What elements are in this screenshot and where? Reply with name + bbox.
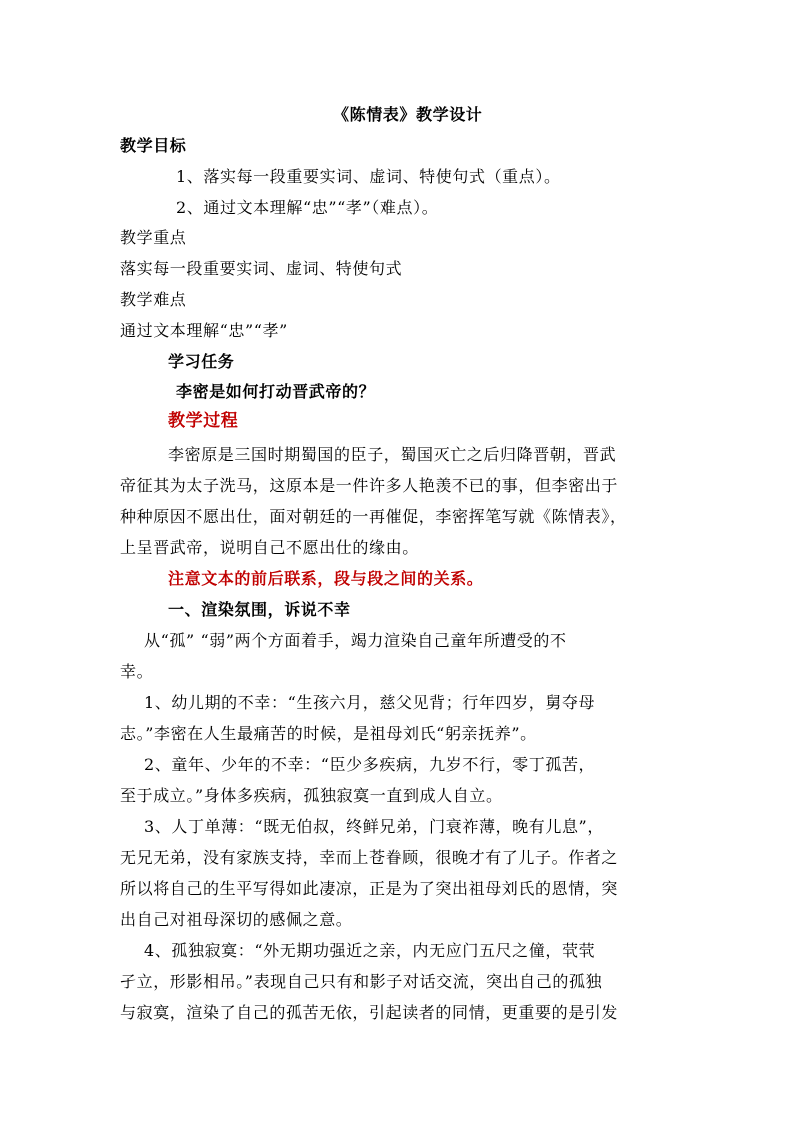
- point3-line-1: 3、人丁单薄：“既无伯叔，终鲜兄弟，门衰祚薄，晚有儿息”，: [144, 817, 604, 836]
- point4-line-2: 孑立，形影相吊。”表现自己只有和影子对话交流，突出自己的孤独: [120, 972, 603, 991]
- task-heading: 学习任务: [168, 352, 235, 371]
- key-points-content: 落实每一段重要实词、虚词、特使句式: [120, 259, 403, 278]
- task-question: 李密是如何打动晋武帝的？: [176, 382, 376, 401]
- intro-line-1: 李密原是三国时期蜀国的臣子，蜀国灭亡之后归降晋朝，晋武: [168, 445, 617, 464]
- intro-line-4: 上呈晋武帝，说明自己不愿出仕的缘由。: [120, 538, 419, 557]
- objectives-heading: 教学目标: [120, 136, 187, 155]
- point1-line-2: 志。”李密在人生最痛苦的时候，是祖母刘氏“躬亲抚养”。: [120, 724, 537, 743]
- point4-line-1: 4、孤独寂寞：“外无期功强近之亲，内无应门五尺之僮，茕茕: [144, 941, 596, 960]
- point4-line-3: 与寂寞，渲染了自己的孤苦无依，引起读者的同情，更重要的是引发: [120, 1003, 619, 1022]
- part1-heading: 一、渲染氛围，诉说不幸: [168, 600, 351, 619]
- key-points-heading: 教学重点: [120, 228, 187, 247]
- point3-line-4: 出自己对祖母深切的感佩之意。: [120, 910, 353, 929]
- difficulties-content: 通过文本理解“忠”“孝”: [120, 321, 288, 340]
- part1-intro-line-2: 幸。: [120, 662, 154, 681]
- point2-line-2: 至于成立。”身体多疾病，孤独寂寞一直到成人自立。: [120, 786, 503, 805]
- difficulties-heading: 教学难点: [120, 290, 187, 309]
- objective-item-1: 1、落实每一段重要实词、虚词、特使句式（重点）。: [176, 167, 561, 186]
- intro-line-2: 帝征其为太子洗马，这原本是一件许多人艳羡不已的事，但李密出于: [120, 476, 619, 495]
- point2-line-1: 2、童年、少年的不幸：“臣少多疾病，九岁不行，零丁孤苦，: [144, 755, 596, 774]
- point3-line-3: 所以将自己的生平写得如此凄凉，正是为了突出祖母刘氏的恩情，突: [120, 879, 619, 898]
- objective-item-2: 2、通过文本理解“忠”“孝”（难点）。: [176, 198, 439, 217]
- note-emphasis: 注意文本的前后联系，段与段之间的关系。: [168, 569, 484, 588]
- point1-line-1: 1、幼儿期的不幸：“生孩六月，慈父见背；行年四岁，舅夺母: [144, 693, 596, 712]
- point3-line-2: 无兄无弟，没有家族支持，幸而上苍眷顾，很晚才有了儿子。作者之: [120, 848, 619, 867]
- process-heading: 教学过程: [168, 411, 239, 431]
- intro-line-3: 种种原因不愿出仕，面对朝廷的一再催促，李密挥笔写就《陈情表》，: [120, 507, 627, 526]
- document-title: 《陈情表》教学设计: [333, 105, 483, 124]
- part1-intro-line-1: 从“孤” “弱”两个方面着手，竭力渲染自己童年所遭受的不: [144, 631, 567, 650]
